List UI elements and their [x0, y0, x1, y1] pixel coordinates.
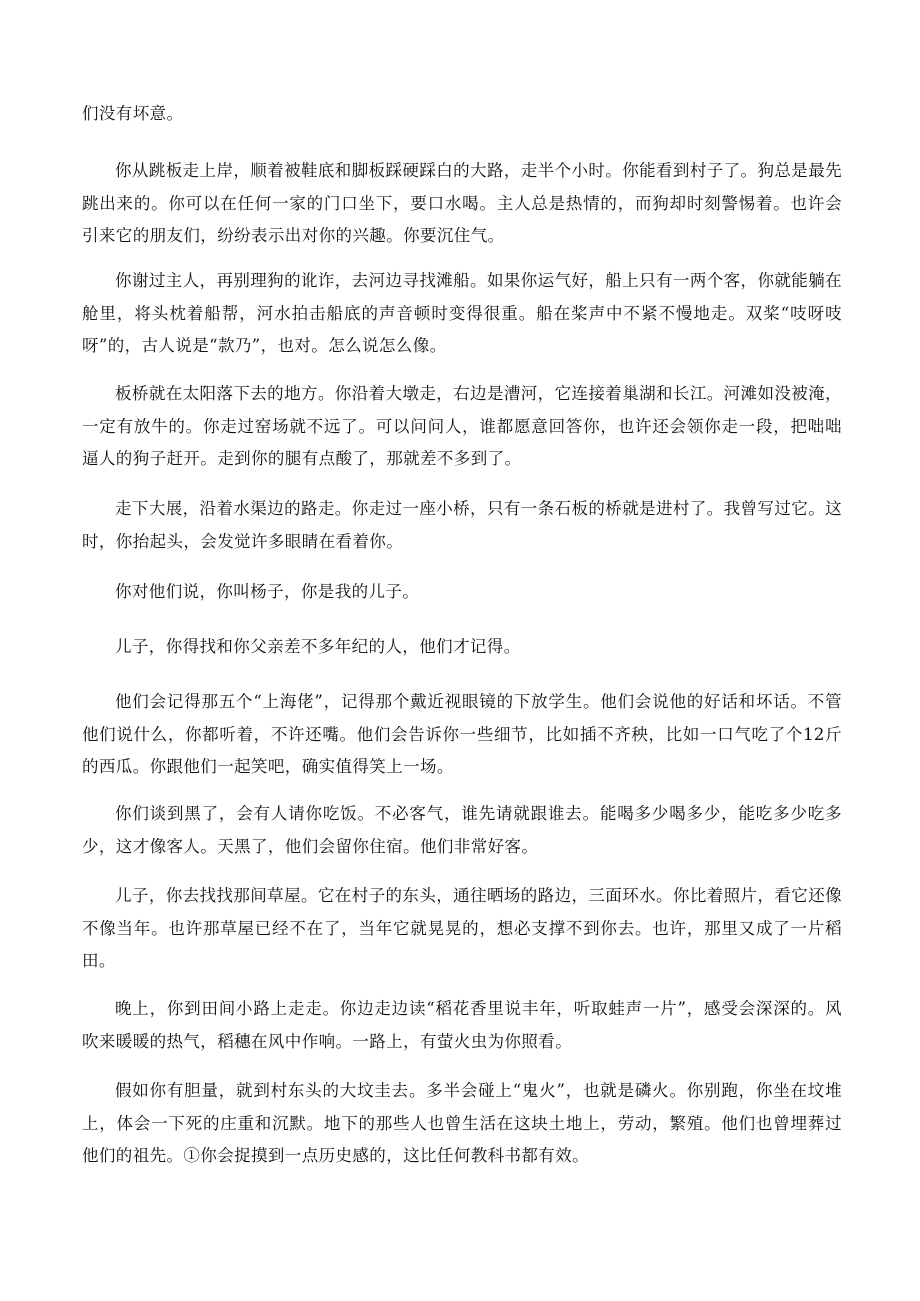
paragraph-3: 你谢过主人，再别理狗的讹诈，去河边寻找滩船。如果你运气好，船上只有一两个客，你就能躺在舱里，将头枕着船帮，河水拍击船底的声音顿时变得很重。船在桨声中不紧不慢地走。双桨“吱呀吱呀”的，古人说是“款乃”，也对。怎么说怎么像。 [82, 271, 842, 355]
paragraph-5: 走下大展，沿着水渠边的路走。你走过一座小桥，只有一条石板的桥就是进村了。我曾写过它。这时，你抬起头，会发觉许多眼睛在看着你。 [82, 499, 842, 551]
paragraph-9: 你们谈到黑了，会有人请你吃饭。不必客气，谁先请就跟谁去。能喝多少喝多少，能吃多少吃多少，这才像客人。天黑了，他们会留你住宿。他们非常好客。 [82, 804, 842, 856]
paragraph-8: 他们会记得那五个“上海佬”，记得那个戴近视眼镜的下放学生。他们会说他的好话和坏话。不管他们说什么，你都听着，不许还嘴。他们会告诉你一些细节，比如插不齐秧，比如一口气吃了个12斤的西瓜。你跟他们一起笑吧，确实值得笑上一场。 [82, 692, 842, 776]
paragraph-10: 儿子，你去找找那间草屋。它在村子的东头，通往晒场的路边，三面环水。你比着照片，看它还像不像当年。也许那草屋已经不在了，当年它就晃晃的，想必支撑不到你去。也许，那里又成了一片稻田。 [82, 886, 842, 970]
paragraph-4: 板桥就在太阳落下去的地方。你沿着大墩走，右边是漕河，它连接着巢湖和长江。河滩如没被淹，一定有放牛的。你走过窑场就不远了。可以问问人，谁都愿意回答你，也许还会领你走一段，把咄咄逼人的狗子赶开。走到你的腿有点酸了，那就差不多到了。 [82, 384, 842, 468]
paragraph-11: 晚上，你到田间小路上走走。你边走边读“稻花香里说丰年，听取蛙声一片”，感受会深深的。风吹来暖暖的热气，稻穗在风中作响。一路上，有萤火虫为你照看。 [82, 999, 842, 1051]
paragraph-6: 你对他们说，你叫杨子，你是我的儿子。 [115, 582, 420, 601]
paragraph-12: 假如你有胆量，就到村东头的大坟圭去。多半会碰上“鬼火”，也就是磷火。你别跑，你坐在坟堆上，体会一下死的庄重和沉默。地下的那些人也曾生活在这块土地上，劳动，繁殖。他们也曾埋葬过他们的祖先。①你会捉摸到一点历史感的，这比任何教科书都有效。 [82, 1081, 842, 1165]
paragraph-7: 儿子，你得找和你父亲差不多年纪的人，他们才记得。 [115, 637, 521, 656]
paragraph-1: 们没有坏意。 [82, 104, 184, 123]
paragraph-2: 你从跳板走上岸，顺着被鞋底和脚板踩硬踩白的大路，走半个小时。你能看到村子了。狗总是最先跳出来的。你可以在任何一家的门口坐下，要口水喝。主人总是热情的，而狗却时刻警惕着。也许会引来它的朋友们，纷纷表示出对你的兴趣。你要沉住气。 [82, 161, 842, 245]
